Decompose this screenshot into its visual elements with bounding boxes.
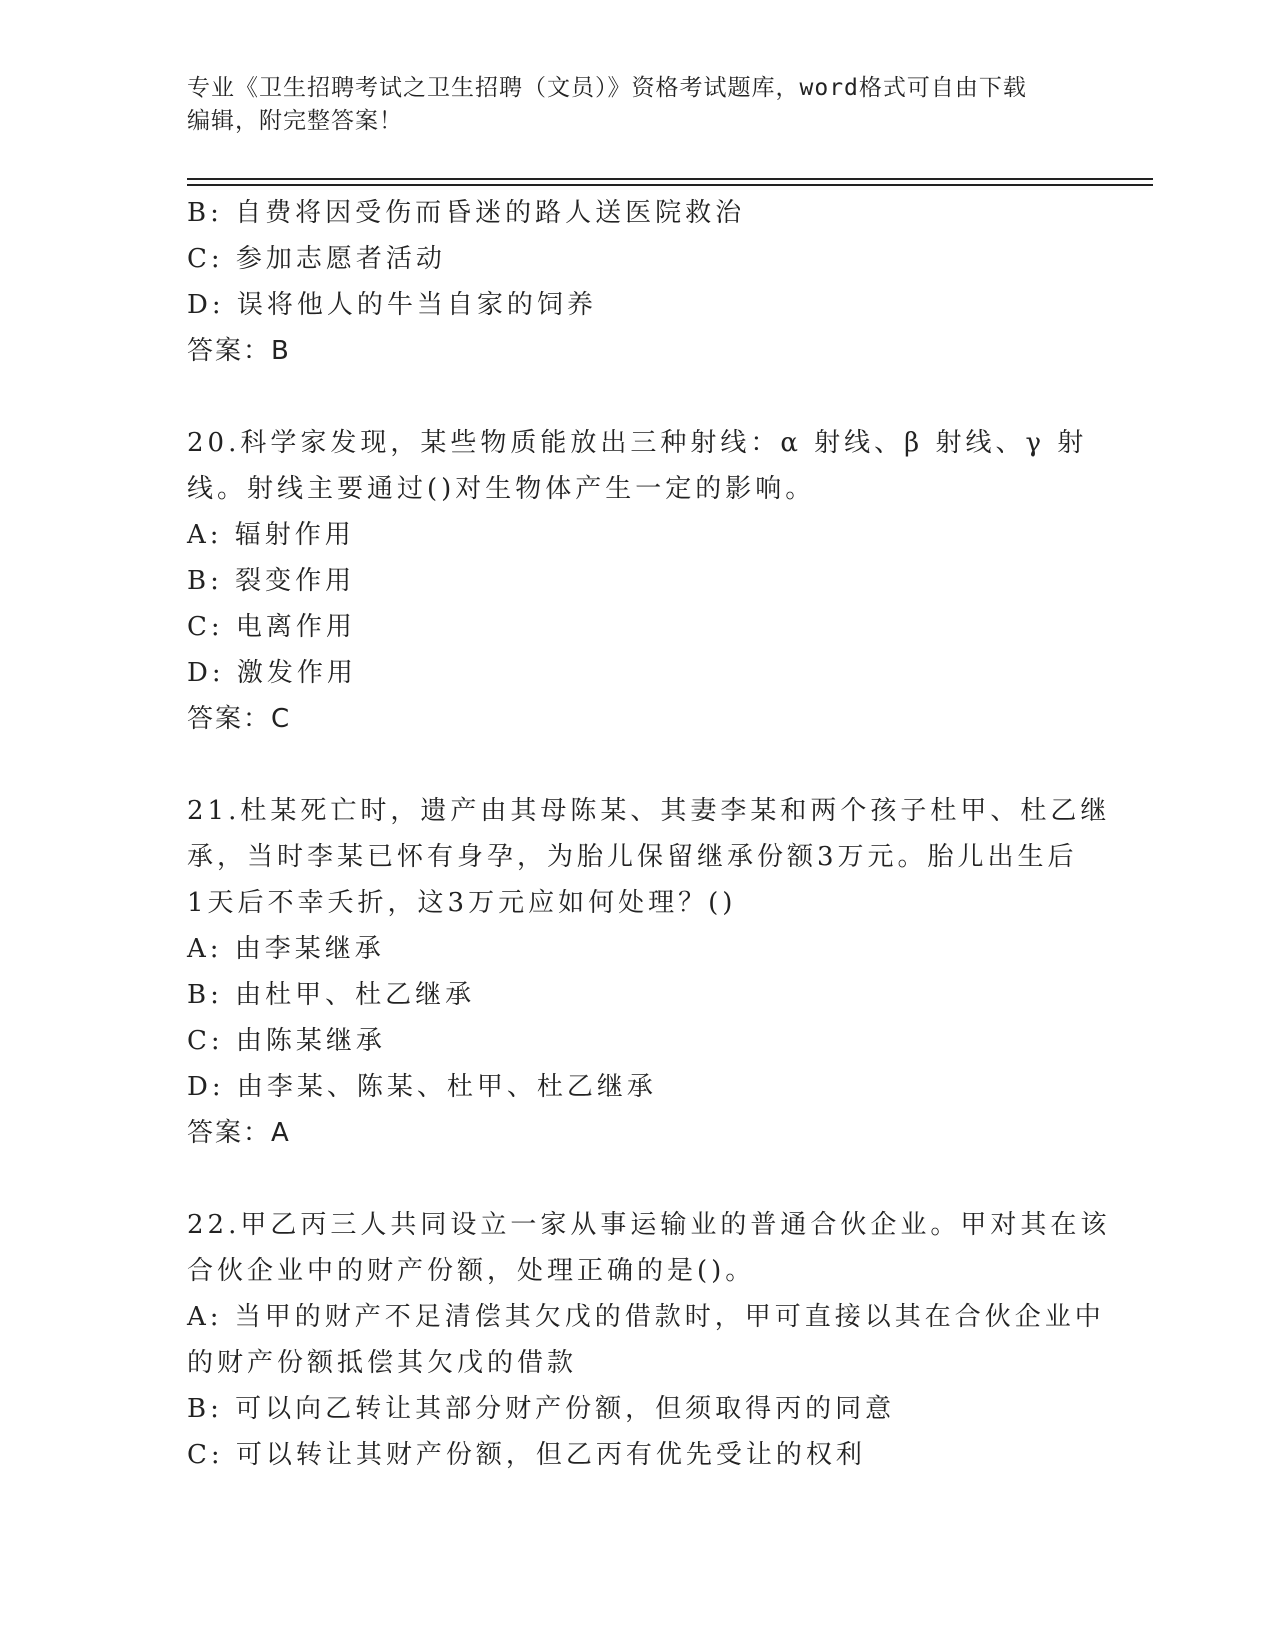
q22-option-b: B: 可以向乙转让其部分财产份额，但须取得丙的同意 bbox=[187, 1394, 896, 1424]
question-20 bbox=[187, 420, 1087, 742]
question-21 bbox=[187, 788, 1111, 1156]
q22-stem-line-1: 22.甲乙丙三人共同设立一家从事运输业的普通合伙企业。甲对其在该 bbox=[187, 1210, 1111, 1240]
spacer bbox=[187, 1156, 1087, 1202]
q21-answer: 答案：A bbox=[187, 1118, 291, 1148]
q19-answer: 答案：B bbox=[187, 336, 291, 366]
q20-answer: 答案：C bbox=[187, 704, 292, 734]
q22-option-c: C: 可以转让其财产份额，但乙丙有优先受让的权利 bbox=[187, 1440, 866, 1470]
q22-option-a-line-1: A: 当甲的财产不足清偿其欠戊的借款时，甲可直接以其在合伙企业中 bbox=[187, 1302, 1105, 1332]
spacer bbox=[187, 374, 1087, 420]
q21-stem-line-3: 1天后不幸夭折，这3万元应如何处理？() bbox=[187, 888, 737, 918]
q20-stem-line-2: 线。射线主要通过()对生物体产生一定的影响。 bbox=[187, 474, 816, 504]
q22-stem-line-2: 合伙企业中的财产份额，处理正确的是()。 bbox=[187, 1256, 756, 1286]
question-list bbox=[187, 190, 1111, 1478]
q20-option-c: C: 电离作用 bbox=[187, 612, 356, 642]
q19-option-d: D: 误将他人的牛当自家的饲养 bbox=[187, 290, 597, 320]
q19-option-c: C: 参加志愿者活动 bbox=[187, 244, 446, 274]
q21-stem-line-1: 21.杜某死亡时，遗产由其母陈某、其妻李某和两个孩子杜甲、杜乙继 bbox=[187, 796, 1111, 826]
q21-stem-line-2: 承，当时李某已怀有身孕，为胎儿保留继承份额3万元。胎儿出生后 bbox=[187, 842, 1078, 872]
question-19 bbox=[187, 190, 1087, 374]
header-line-1: 专业《卫生招聘考试之卫生招聘（文员）》资格考试题库，word格式可自由下载 bbox=[187, 75, 1027, 101]
q20-option-b: B: 裂变作用 bbox=[187, 566, 356, 596]
header-divider-top bbox=[187, 178, 1153, 180]
q21-option-d: D: 由李某、陈某、杜甲、杜乙继承 bbox=[187, 1072, 657, 1102]
q20-stem-line-1: 20.科学家发现，某些物质能放出三种射线：α 射线、β 射线、γ 射 bbox=[187, 428, 1088, 458]
q21-option-b: B: 由杜甲、杜乙继承 bbox=[187, 980, 476, 1010]
q21-option-c: C: 由陈某继承 bbox=[187, 1026, 386, 1056]
q21-option-a: A: 由李某继承 bbox=[187, 934, 385, 964]
q20-option-a: A: 辐射作用 bbox=[187, 520, 355, 550]
question-22 bbox=[187, 1202, 1111, 1478]
q19-option-b: B: 自费将因受伤而昏迷的路人送医院救治 bbox=[187, 198, 746, 228]
spacer bbox=[187, 742, 1087, 788]
header-divider-bottom bbox=[187, 184, 1153, 186]
header-line-2: 编辑，附完整答案！ bbox=[187, 108, 403, 134]
q22-option-a-line-2: 的财产份额抵偿其欠戊的借款 bbox=[187, 1348, 578, 1378]
document-header bbox=[187, 72, 1087, 138]
q20-option-d: D: 激发作用 bbox=[187, 658, 357, 688]
